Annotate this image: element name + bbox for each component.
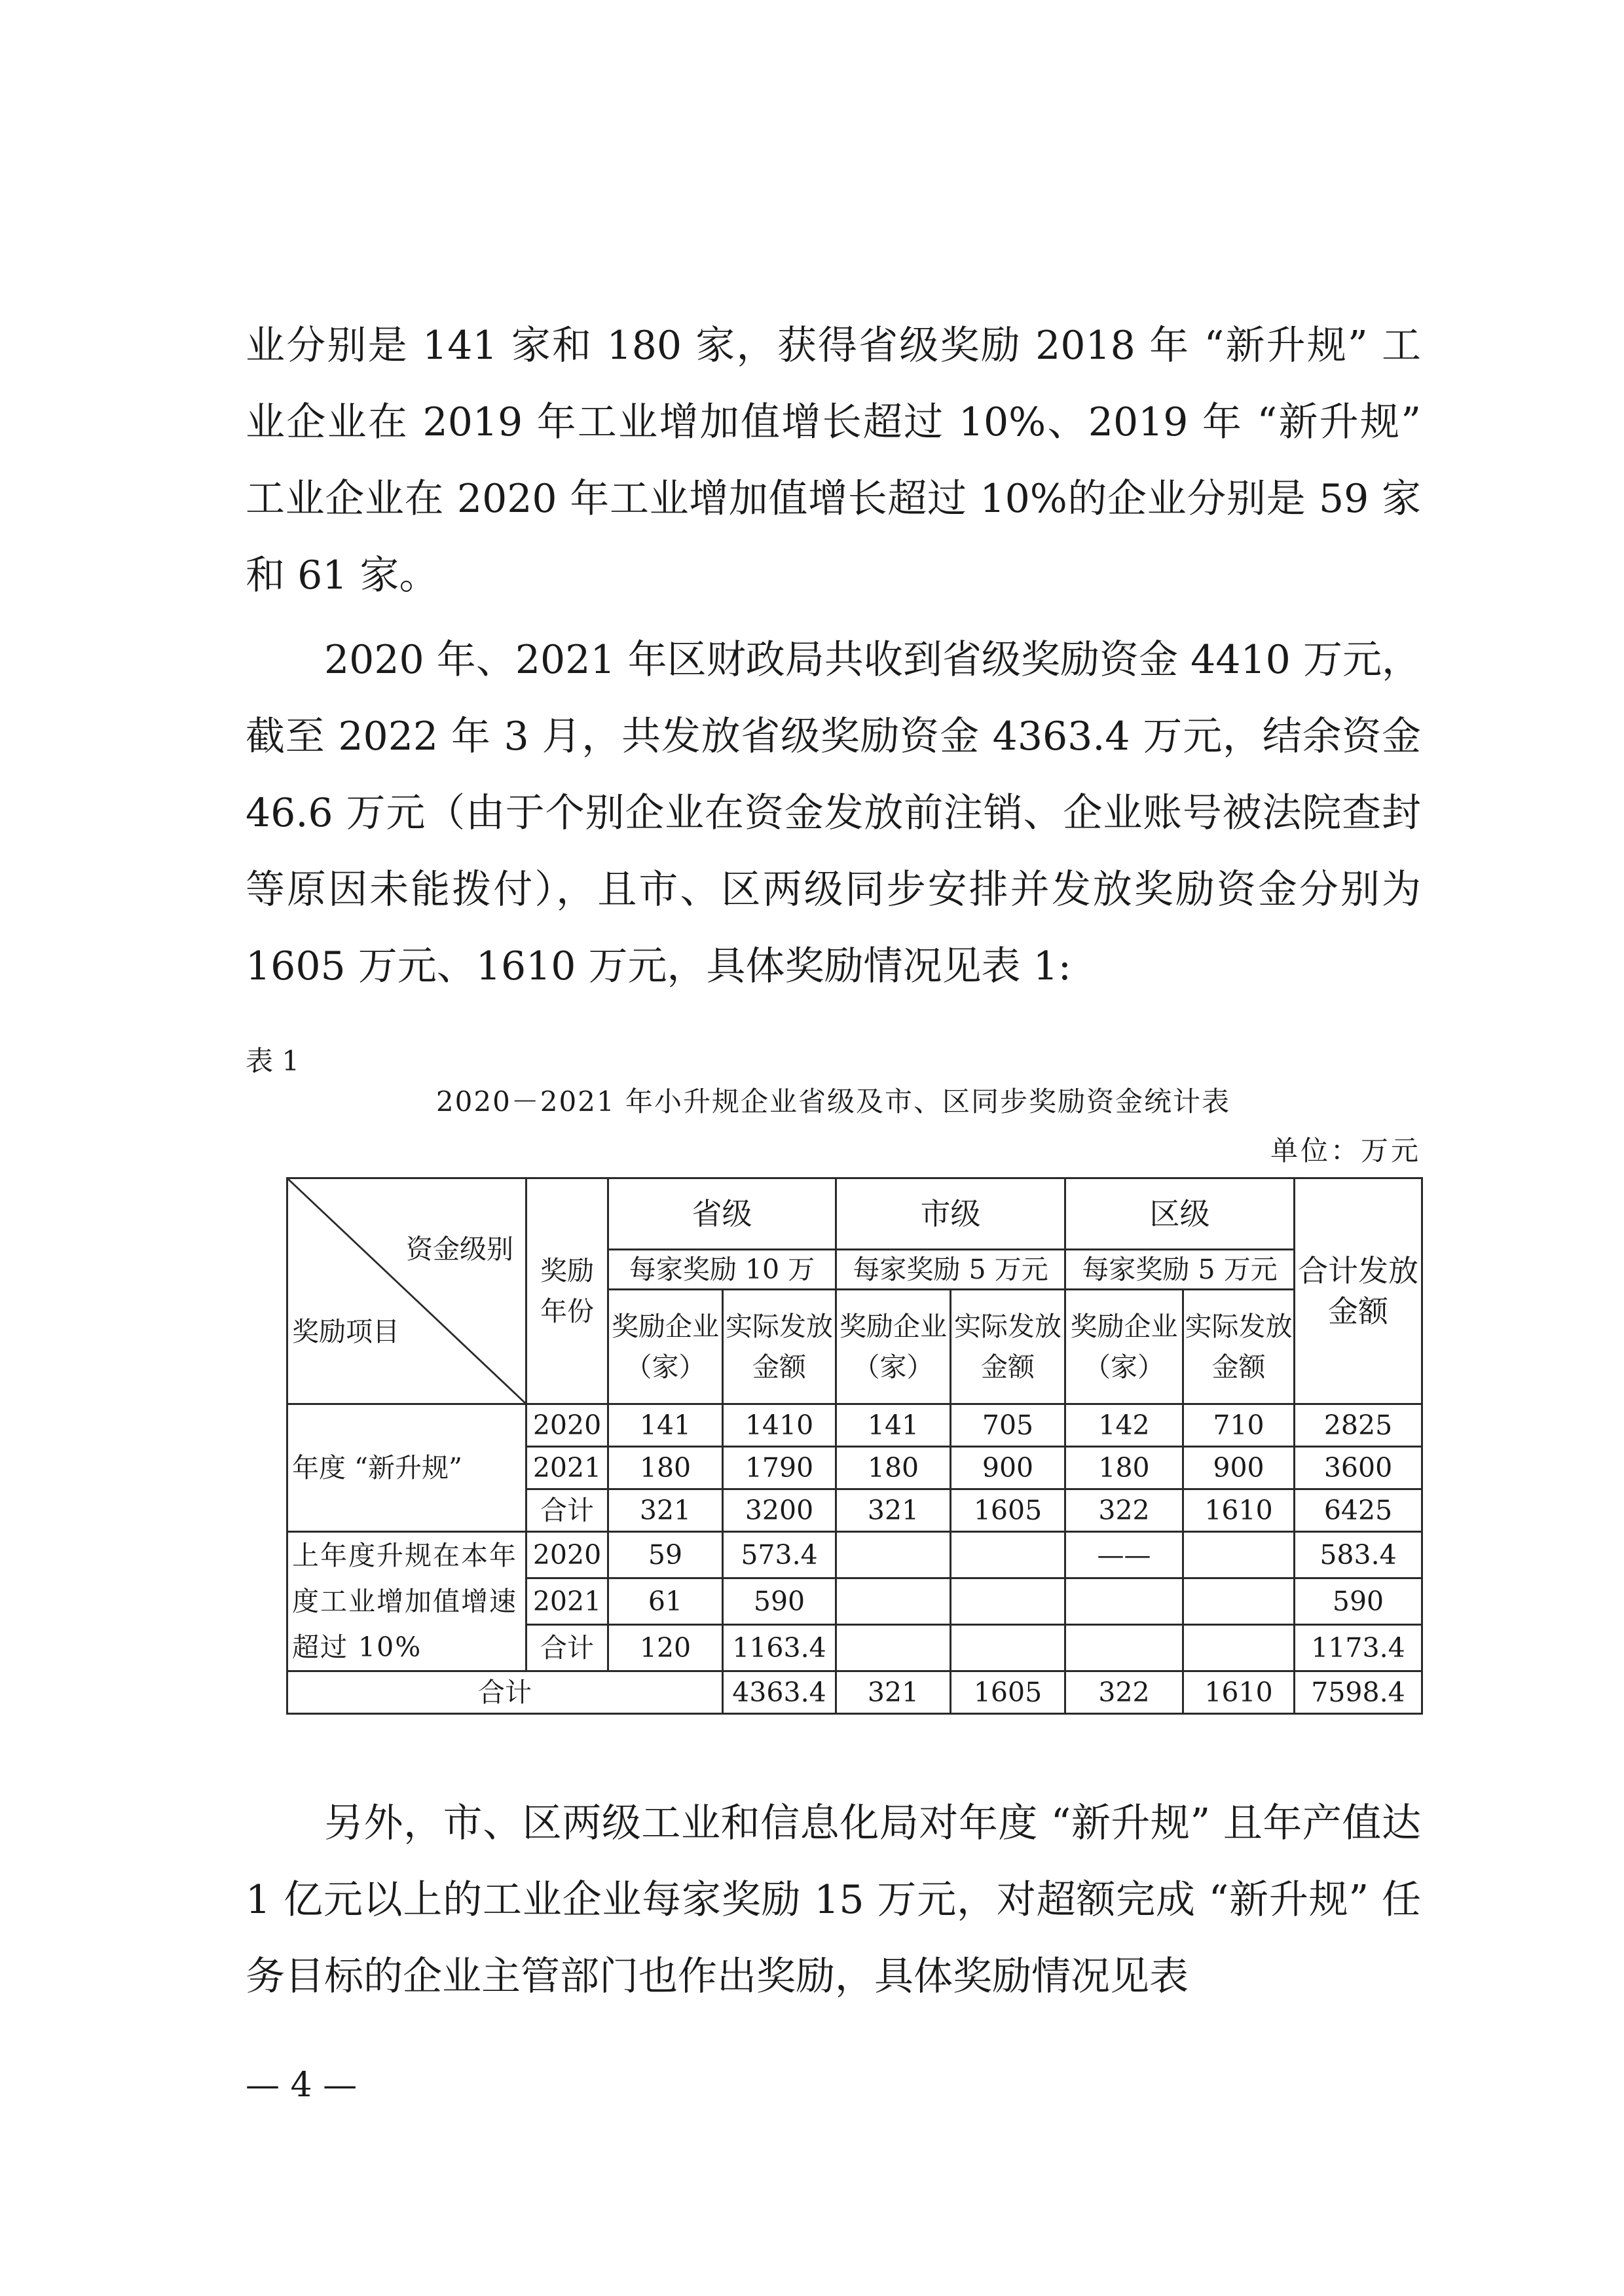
year-header: 奖励年份 [526, 1178, 608, 1404]
grand-total-label: 合计 [287, 1671, 723, 1714]
data-cell: 120 [608, 1625, 723, 1671]
data-cell [1183, 1532, 1295, 1578]
data-cell [951, 1578, 1065, 1625]
sub-company-provincial: 奖励企业（家） [608, 1290, 723, 1404]
data-cell: 1790 [723, 1447, 836, 1489]
data-cell: 3600 [1295, 1447, 1422, 1489]
data-cell: 7598.4 [1295, 1671, 1422, 1714]
level-city: 市级 [836, 1178, 1065, 1250]
data-cell: 705 [951, 1404, 1065, 1447]
per-company-provincial: 每家奖励 10 万 [608, 1250, 836, 1290]
diagonal-line [288, 1179, 525, 1403]
data-cell [951, 1625, 1065, 1671]
table-title: 2020－2021 年小升规企业省级及市、区同步奖励资金统计表 [435, 1085, 1231, 1118]
year-cell: 2021 [526, 1447, 608, 1489]
table-row [287, 1532, 1422, 1578]
data-cell: 573.4 [723, 1532, 836, 1578]
data-cell: 180 [836, 1447, 951, 1489]
data-cell: 4363.4 [723, 1671, 836, 1714]
data-cell: 1173.4 [1295, 1625, 1422, 1671]
data-cell [836, 1578, 951, 1625]
level-provincial: 省级 [608, 1178, 836, 1250]
paragraph-3-text: 另外，市、区两级工业和信息化局对年度 “新升规” 且年产值达 1 亿元以上的工业企业每家奖励 15 万元，对超额完成 “新升规” 任务目标的企业主管部门也作出奖励，具体奖励情况见表 [246, 1800, 1421, 1999]
data-cell: —— [1065, 1532, 1183, 1578]
corner-bottom-label: 奖励项目 [292, 1316, 399, 1347]
data-cell: 900 [1183, 1447, 1295, 1489]
sub-amount-provincial: 实际发放金额 [723, 1290, 836, 1404]
group1-label: 年度 “新升规” [287, 1404, 526, 1532]
data-cell: 1605 [951, 1671, 1065, 1714]
sub-amount-city: 实际发放金额 [951, 1290, 1065, 1404]
level-district: 区级 [1065, 1178, 1295, 1250]
corner-top-label: 资金级别 [406, 1233, 513, 1265]
paragraph-2-text: 2020 年、2021 年区财政局共收到省级奖励资金 4410 万元，截至 2022 年 3 月，共发放省级奖励资金 4363.4 万元，结余资金 46.6 万元（由于个别企业在资金发放前注销、企业账号被法院查封等原因未能拨付），且市、区两级同步安排并发放奖励资金分别为 1605 万元、1610 万元，具体奖励情况见表 1: [246, 637, 1421, 989]
per-company-city: 每家奖励 5 万元 [836, 1250, 1065, 1290]
data-cell: 321 [836, 1671, 951, 1714]
header-row-levels [287, 1178, 1422, 1250]
data-cell: 322 [1065, 1489, 1183, 1532]
data-cell: 6425 [1295, 1489, 1422, 1532]
data-cell: 710 [1183, 1404, 1295, 1447]
year-cell: 2020 [526, 1404, 608, 1447]
data-cell: 321 [608, 1489, 723, 1532]
data-cell: 900 [951, 1447, 1065, 1489]
statistics-table [286, 1177, 1423, 1715]
total-header: 合计发放金额 [1295, 1178, 1422, 1404]
data-cell: 141 [836, 1404, 951, 1447]
group2-label: 上年度升规在本年度工业增加值增速超过 10% [287, 1532, 526, 1671]
data-cell: 590 [723, 1578, 836, 1625]
paragraph-3 [246, 1785, 1421, 2015]
data-cell: 1605 [951, 1489, 1065, 1532]
data-cell: 583.4 [1295, 1532, 1422, 1578]
data-cell: 590 [1295, 1578, 1422, 1625]
year-cell: 2020 [526, 1532, 608, 1578]
year-cell: 2021 [526, 1578, 608, 1625]
data-cell: 142 [1065, 1404, 1183, 1447]
page-number: — 4 — [246, 2066, 358, 2105]
data-cell [1183, 1578, 1295, 1625]
table-row [287, 1404, 1422, 1447]
sub-company-city: 奖励企业（家） [836, 1290, 951, 1404]
data-cell: 61 [608, 1578, 723, 1625]
table-label: 表 1 [246, 1045, 300, 1077]
sub-company-district: 奖励企业（家） [1065, 1290, 1183, 1404]
diagonal-corner-cell [287, 1178, 526, 1404]
data-cell: 1610 [1183, 1671, 1295, 1714]
data-cell: 1163.4 [723, 1625, 836, 1671]
data-cell: 322 [1065, 1671, 1183, 1714]
grand-total-row [287, 1671, 1422, 1714]
paragraph-1 [246, 308, 1421, 614]
data-cell: 1610 [1183, 1489, 1295, 1532]
data-cell: 141 [608, 1404, 723, 1447]
data-cell [951, 1532, 1065, 1578]
data-cell [1065, 1625, 1183, 1671]
data-cell: 1410 [723, 1404, 836, 1447]
data-cell [1183, 1625, 1295, 1671]
data-cell [1065, 1578, 1183, 1625]
paragraph-1-text: 业分别是 141 家和 180 家，获得省级奖励 2018 年 “新升规” 工业企业在 2019 年工业增加值增长超过 10%、2019 年 “新升规” 工业企业在 2020 年工业增加值增长超过 10%的企业分别是 59 家和 61 家。 [246, 323, 1421, 598]
table-unit: 单位：万元 [1270, 1135, 1421, 1167]
data-cell: 2825 [1295, 1404, 1422, 1447]
data-cell: 321 [836, 1489, 951, 1532]
data-cell: 59 [608, 1532, 723, 1578]
data-cell: 3200 [723, 1489, 836, 1532]
data-cell [836, 1625, 951, 1671]
sub-amount-district: 实际发放金额 [1183, 1290, 1295, 1404]
year-cell: 合计 [526, 1625, 608, 1671]
data-cell: 180 [608, 1447, 723, 1489]
data-cell: 180 [1065, 1447, 1183, 1489]
paragraph-2 [246, 622, 1421, 1005]
year-cell: 合计 [526, 1489, 608, 1532]
per-company-district: 每家奖励 5 万元 [1065, 1250, 1295, 1290]
data-cell [836, 1532, 951, 1578]
